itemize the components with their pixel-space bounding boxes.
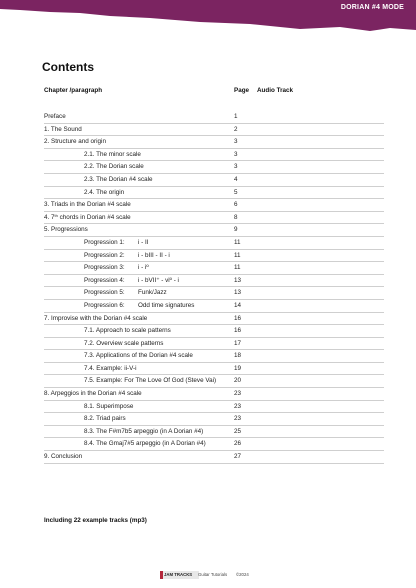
toc-row <box>44 451 384 464</box>
toc-row <box>44 388 384 401</box>
table-of-contents <box>44 111 384 464</box>
copyright: ©2024 <box>236 572 249 577</box>
toc-page-number: 20 <box>234 377 242 385</box>
toc-row <box>44 250 384 263</box>
toc-row <box>44 287 384 300</box>
toc-row <box>44 262 384 275</box>
toc-row <box>44 438 384 451</box>
toc-row <box>44 161 384 174</box>
progression-chords: i - II <box>138 238 149 246</box>
toc-title <box>84 275 179 287</box>
toc-page-number: 26 <box>234 440 242 448</box>
progression-chords: Odd time signatures <box>138 301 195 309</box>
toc-page-number: 3 <box>234 150 238 158</box>
toc-title: 7.2. Overview scale patterns <box>84 339 164 347</box>
toc-title: 7.1. Approach to scale patterns <box>84 327 171 335</box>
example-tracks-note: Including 22 example tracks (mp3) <box>44 517 147 524</box>
progression-label: Progression 3: <box>84 264 125 272</box>
toc-title <box>84 250 170 262</box>
toc-row <box>44 111 384 124</box>
toc-page-number: 11 <box>234 251 241 259</box>
toc-page-number: 6 <box>234 201 238 209</box>
toc-title: 7.5. Example: For The Love Of God (Steve Vai) <box>84 377 217 385</box>
toc-title: 1. The Sound <box>44 125 82 133</box>
toc-row <box>44 224 384 237</box>
toc-page-number: 13 <box>234 276 242 284</box>
toc-title: 7.4. Example: ii-V-i <box>84 364 137 372</box>
toc-title: 5. Progressions <box>44 226 88 234</box>
toc-title: 7.3. Applications of the Dorian #4 scale <box>84 352 193 360</box>
toc-page-number: 25 <box>234 427 242 435</box>
brand-subtitle: Guitar Tutorials <box>198 572 228 577</box>
progression-label: Progression 5: <box>84 289 125 297</box>
toc-page-number: 23 <box>234 390 242 398</box>
toc-title: 3. Triads in the Dorian #4 scale <box>44 201 131 209</box>
toc-page-number: 2 <box>234 125 238 133</box>
toc-page-number: 3 <box>234 163 238 171</box>
toc-title <box>84 262 149 274</box>
progression-chords: Funk/Jazz <box>138 289 167 297</box>
toc-title: 8.4. The Gmaj7#5 arpeggio (in A Dorian #4) <box>84 440 206 448</box>
toc-row <box>44 401 384 414</box>
toc-title <box>84 300 194 312</box>
progression-label: Progression 6: <box>84 301 125 309</box>
toc-page-number: 5 <box>234 188 238 196</box>
column-chapter-header: Chapter /paragraph <box>44 87 103 94</box>
toc-page-number: 9 <box>234 226 238 234</box>
contents-heading: Contents <box>42 60 94 74</box>
toc-page-number: 11 <box>234 238 241 246</box>
progression-chords: i - bIII - II - i <box>138 251 170 259</box>
toc-row <box>44 300 384 313</box>
progression-chords: i - bVII⁺ - viº - i <box>138 276 179 284</box>
toc-title: Preface <box>44 113 66 120</box>
toc-row <box>44 325 384 338</box>
toc-row <box>44 187 384 200</box>
progression-label: Progression 4: <box>84 276 125 284</box>
toc-title <box>84 287 167 299</box>
toc-page-number: 13 <box>234 289 242 297</box>
toc-title: 2.3. The Dorian #4 scale <box>84 175 153 183</box>
toc-page-number: 27 <box>234 453 242 461</box>
toc-title: 8.3. The F#m7b5 arpeggio (in A Dorian #4) <box>84 427 204 435</box>
toc-page-number: 23 <box>234 415 242 423</box>
toc-title: 8.2. Triad pairs <box>84 415 126 423</box>
toc-page-number: 17 <box>234 339 242 347</box>
toc-title: 2.4. The origin <box>84 188 125 196</box>
toc-page-number: 11 <box>234 264 241 272</box>
toc-row <box>44 313 384 326</box>
toc-title: 2. Structure and origin <box>44 138 106 146</box>
column-audio-header: Audio Track <box>257 87 294 94</box>
toc-page-number: 14 <box>234 301 242 309</box>
toc-title: 4. 7th chords in Dorian #4 scale <box>44 212 131 221</box>
toc-row <box>44 375 384 388</box>
toc-page-number: 8 <box>234 213 238 221</box>
column-page-header: Page <box>234 87 250 94</box>
toc-row <box>44 174 384 187</box>
toc-row <box>44 237 384 250</box>
toc-page-number: 16 <box>234 314 242 322</box>
toc-title: 8.1. Superimpose <box>84 402 134 410</box>
toc-row <box>44 413 384 426</box>
toc-page-number: 4 <box>234 175 238 183</box>
toc-row <box>44 426 384 439</box>
header-title: DORIAN #4 MODE <box>340 4 404 11</box>
toc-row <box>44 136 384 149</box>
progression-chords: i - iº <box>138 264 149 272</box>
toc-title: 8. Arpeggios in the Dorian #4 scale <box>44 390 142 398</box>
toc-row <box>44 363 384 376</box>
toc-row <box>44 149 384 162</box>
toc-row <box>44 338 384 351</box>
toc-title: 9. Conclusion <box>44 453 83 461</box>
toc-title: 2.2. The Dorian scale <box>84 163 144 171</box>
toc-row <box>44 199 384 212</box>
toc-row <box>44 124 384 137</box>
progression-label: Progression 1: <box>84 238 125 246</box>
toc-title: 7. Improvise with the Dorian #4 scale <box>44 314 148 322</box>
toc-page-number: 18 <box>234 352 242 360</box>
toc-page-number: 19 <box>234 364 242 372</box>
brand-name: JAM TRACKS <box>164 572 193 577</box>
toc-row <box>44 212 384 225</box>
toc-row <box>44 275 384 288</box>
toc-row <box>44 350 384 363</box>
toc-page-number: 16 <box>234 327 242 335</box>
toc-page-number: 1 <box>234 113 238 120</box>
toc-page-number: 3 <box>234 138 238 146</box>
toc-title <box>84 237 149 249</box>
toc-page-number: 23 <box>234 402 242 410</box>
progression-label: Progression 2: <box>84 251 125 259</box>
toc-title: 2.1. The minor scale <box>84 150 141 158</box>
